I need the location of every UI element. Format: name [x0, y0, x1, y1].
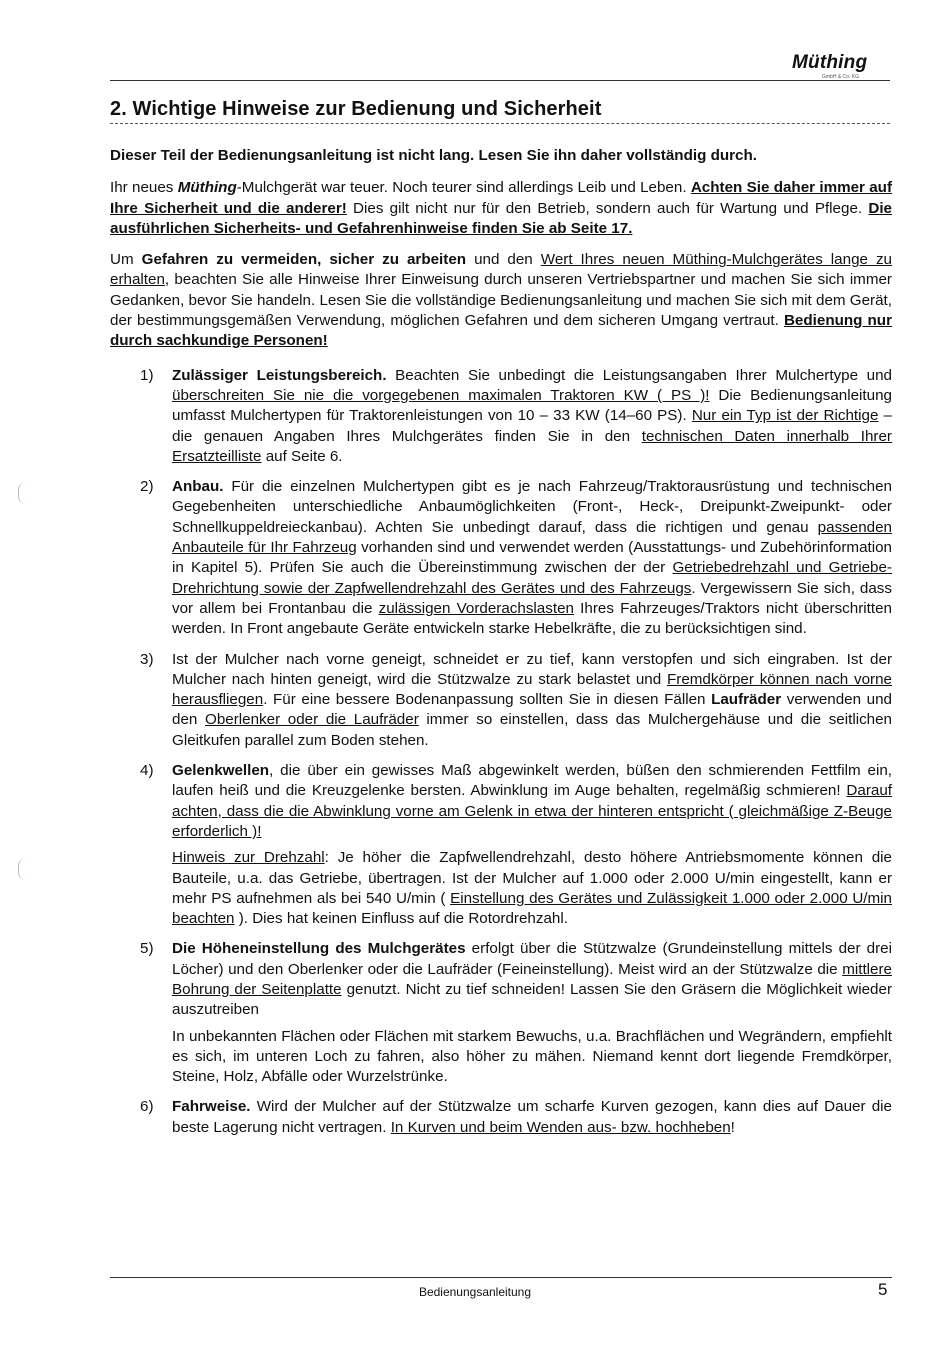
- list-item: [110, 761, 892, 929]
- text: Ihr neues: [110, 179, 178, 197]
- text: . Vergewissern Sie sich, dass vor allem bei Frontanbau die: [172, 579, 892, 617]
- text: verwenden und den: [172, 691, 892, 729]
- text: genutzt. Nicht zu tief schneiden! Lassen Sie den Gräsern die Möglichkeit wieder auszutreiben: [172, 980, 892, 1019]
- emphasis: Laufräder: [711, 691, 782, 709]
- underlined-text: Hinweis zur Drehzahl: [172, 849, 325, 867]
- text: – die genauen Angaben Ihres Mulchgerätes finden Sie in den: [172, 407, 892, 445]
- footer-rule: [110, 1277, 892, 1278]
- text: immer so einstellen, dass das Mulchergehäuse und die seitlichen Gleitkufen parallel zum Boden stehen.: [172, 711, 893, 749]
- text: Die Bedienungsanleitung umfasst Mulchertypen für Traktorenleistungen von 10 – 33 KW (14–60 PS).: [172, 386, 892, 425]
- item-heading: Fahrweise.: [172, 1098, 251, 1116]
- item-number: 6): [140, 1098, 154, 1116]
- title-underline: [110, 123, 890, 124]
- item-number: 4): [140, 762, 154, 780]
- intro-paragraph-1: [110, 178, 892, 239]
- item-text: [172, 1097, 892, 1138]
- item-text: [172, 366, 892, 467]
- text: !: [730, 1118, 735, 1136]
- underlined-text: Darauf achten, dass die die Abwinklung vorne am Gelenk in etwa der hinteren entspricht ( gleichmäßige Z-Beuge erforderlich )!: [172, 782, 892, 840]
- list-item: [110, 650, 892, 751]
- safety-reference: Die ausführlichen Sicherheits- und Gefahrenhinweise finden Sie ab Seite 17.: [110, 199, 892, 237]
- document-body: [110, 146, 892, 1148]
- underlined-text: In Kurven und beim Wenden aus- bzw. hochheben: [390, 1118, 731, 1136]
- underlined-text: technischen Daten innerhalb Ihrer Ersatzteilliste: [172, 427, 892, 465]
- text: Dies gilt nicht nur für den Betrieb, sondern auch für Wartung und Pflege.: [346, 199, 869, 217]
- text: erfolgt über die Stützwalze (Grundeinstellung mittels der drei Löcher) und den Oberlenker oder die Laufräder (Feineinstellung). Meist wird an der Stützwalze die: [172, 940, 893, 978]
- item-number: 5): [140, 940, 154, 958]
- text: Für die einzelnen Mulchertypen gibt es je nach Fahrzeug/Traktorausrüstung und technischen Gegebenheiten unterschiedliche Anbaumöglichkeiten (Front-, Heck-, Dreipunkt-Zweipunkt- oder Schnellkuppeldreieckanbau). Achten Sie unbedingt darauf, dass die richtigen und genau: [172, 478, 892, 536]
- underlined-text: zulässigen Vorderachslasten: [378, 599, 574, 617]
- underlined-text: Nur ein Typ ist der Richtige: [691, 407, 879, 425]
- item-text: [172, 761, 892, 842]
- list-item: [110, 366, 892, 467]
- text: , die über ein gewisses Maß abgewinkelt werden, büßen den schmierenden Fettfilm ein, laufen heiß und die Kreuzgelenke bersten. Abwinklung im Auge behalten, regelmäßig schmieren!: [172, 762, 892, 800]
- emphasis: Gefahren zu vermeiden, sicher zu arbeiten: [141, 251, 467, 269]
- item-text: [172, 477, 892, 639]
- list-item: [110, 939, 892, 1087]
- text: Ihres Fahrzeuges/Traktors nicht überschritten werden. In Front angebaute Geräte entwickeln starke Hebelkräfte, die zu berücksichtigen sind.: [172, 599, 892, 638]
- list-item: [110, 1097, 892, 1138]
- lead-paragraph: Dieser Teil der Bedienungsanleitung ist nicht lang. Lesen Sie ihn daher vollständig durch.: [110, 147, 757, 164]
- intro-paragraph-2: [110, 250, 892, 351]
- page-number: 5: [878, 1280, 888, 1299]
- text: Beachten Sie unbedingt die Leistungsangaben Ihrer Mulchertype und: [386, 366, 893, 384]
- underlined-text: überschreiten Sie nie die vorgegebenen maximalen Traktoren KW ( PS )!: [172, 386, 710, 404]
- underlined-text: mittlere Bohrung der Seitenplatte: [172, 960, 892, 998]
- brand-name: Müthing: [177, 179, 237, 197]
- item-subparagraph: [172, 848, 892, 929]
- margin-mark: [18, 482, 27, 504]
- text: : Je höher die Zapfwellendrehzahl, desto höhere Antriebsmomente können die Bauteile, u.a. das Getriebe, übertragen. Ist der Mulcher auf 1.000 oder 2.000 U/min eingestellt, kann er mehr PS aufnehmen als bei 540 U/min (: [172, 849, 892, 907]
- text: und den: [466, 251, 541, 269]
- text: Um: [110, 251, 142, 269]
- item-text: [172, 650, 892, 751]
- text: , beachten Sie alle Hinweise Ihrer Einweisung durch unseren Vertriebspartner und machen Sie sich immer Gedanken, bevor Sie handeln. Lesen Sie die vollständige Bedienungsanleitung und machen Sie sich mit dem Gerät, der bestimmungsgemäßen Verwendung, möglichen Gefahren und dem sicheren Umgang vertraut.: [110, 271, 892, 330]
- item-number: 3): [140, 650, 154, 668]
- item-number: 2): [140, 478, 154, 496]
- item-heading: Zulässiger Leistungsbereich.: [172, 366, 387, 384]
- text: Wird der Mulcher auf der Stützwalze um scharfe Kurven gezogen, kann dies auf Dauer die beste Lagerung nicht vertragen.: [172, 1098, 892, 1136]
- item-text: [172, 939, 892, 1020]
- item-number: 1): [140, 366, 154, 384]
- text: . Für eine bessere Bodenanpassung sollten Sie in diesen Fällen: [263, 691, 712, 709]
- underlined-text: Einstellung des Gerätes und Zulässigkeit 1.000 oder 2.000 U/min beachten: [172, 889, 892, 928]
- item-heading: Die Höheneinstellung des Mulchgerätes: [172, 940, 466, 958]
- text: -Mulchgerät war teuer. Noch teurer sind allerdings Leib und Leben.: [236, 179, 691, 197]
- hint-list: [110, 366, 892, 1138]
- section-title: 2. Wichtige Hinweise zur Bedienung und Sicherheit: [110, 98, 602, 120]
- logo-subtitle: GmbH & Co. KG: [822, 74, 859, 80]
- list-item: [110, 477, 892, 639]
- margin-mark: [18, 858, 27, 880]
- item-heading: Gelenkwellen: [172, 762, 270, 780]
- underlined-text: Oberlenker oder die Laufräder: [205, 711, 419, 729]
- operator-requirement: Bedienung nur durch sachkundige Personen!: [110, 312, 892, 350]
- footer-label: Bedienungsanleitung: [418, 1285, 532, 1299]
- text: ). Dies hat keinen Einfluss auf die Rotordrehzahl.: [234, 910, 568, 928]
- underlined-text: Getriebedrehzahl und Getriebe-Drehrichtung sowie der Zapfwellendrehzahl des Gerätes und des Fahrzeugs: [172, 559, 892, 597]
- text: auf Seite 6.: [261, 447, 343, 465]
- underlined-text: Wert Ihres neuen Müthing-Mulchgerätes lange zu erhalten: [110, 251, 893, 289]
- muething-logo: Müthing: [792, 52, 868, 73]
- text: vorhanden sind und verwendet werden (Ausstattungs- und Zubehörinformation in Kapitel 5). Prüfen Sie auch die Übereinstimmung zwischen der der: [172, 539, 893, 577]
- underlined-text: passenden Anbauteile für Ihr Fahrzeug: [172, 518, 892, 557]
- text: Ist der Mulcher nach vorne geneigt, schneidet er zu tief, kann verstopfen und sich eingraben. Ist der Mulcher nach hinten geneigt, wird die Stützwalze zu stark belastet und: [172, 650, 892, 688]
- safety-emphasis: Achten Sie daher immer auf Ihre Sicherheit und die anderer!: [110, 179, 893, 217]
- item-heading: Anbau.: [172, 478, 224, 496]
- header-rule: [110, 80, 890, 81]
- underlined-text: Fremdkörper können nach vorne herausfliegen: [172, 670, 892, 709]
- item-subparagraph: In unbekannten Flächen oder Flächen mit starkem Bewuchs, u.a. Brachflächen und Wegrändern, empfiehlt es sich, im unteren Loch zu fahren, also höher zu mähen. Niemand kennt dort liegende Fremdkörper, Steine, Holz, Abfälle oder Wurzelstrünke.: [172, 1027, 892, 1086]
